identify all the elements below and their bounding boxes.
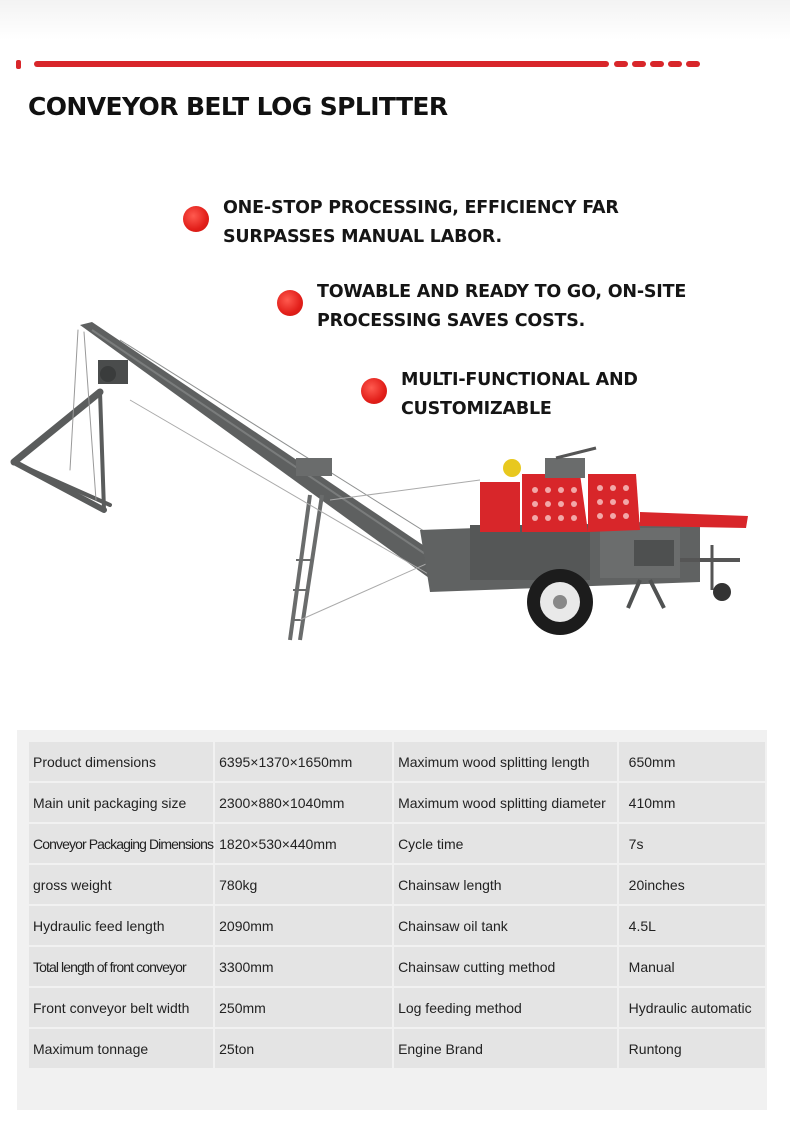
table-row bbox=[29, 742, 765, 781]
spec-value: 25ton bbox=[215, 1029, 392, 1068]
table-row bbox=[29, 865, 765, 904]
trailer-wheel bbox=[527, 569, 593, 635]
table-row bbox=[29, 824, 765, 863]
spec-value: 250mm bbox=[215, 988, 392, 1027]
spec-label: Front conveyor belt width bbox=[29, 988, 213, 1027]
spec-label: Maximum tonnage bbox=[29, 1029, 213, 1068]
spec-value: 3300mm bbox=[215, 947, 392, 986]
red-bullet-icon bbox=[277, 290, 303, 316]
feature-line: ONE-STOP PROCESSING, EFFICIENCY FAR bbox=[223, 198, 619, 218]
spec-value: 20inches bbox=[619, 865, 765, 904]
spec-value: Runtong bbox=[619, 1029, 765, 1068]
feature-line: MULTI-FUNCTIONAL AND bbox=[401, 370, 638, 390]
table-row bbox=[29, 988, 765, 1027]
outfeed-conveyor bbox=[640, 512, 748, 528]
spec-label: Maximum wood splitting diameter bbox=[394, 783, 617, 822]
spec-value: 4.5L bbox=[619, 906, 765, 945]
spec-value: 6395×1370×1650mm bbox=[215, 742, 392, 781]
feature-line: CUSTOMIZABLE bbox=[401, 399, 552, 419]
spec-value: 780kg bbox=[215, 865, 392, 904]
spec-value: 1820×530×440mm bbox=[215, 824, 392, 863]
feature-item bbox=[183, 194, 619, 252]
spec-value: 2090mm bbox=[215, 906, 392, 945]
spec-label: Chainsaw oil tank bbox=[394, 906, 617, 945]
conveyor-a-frame bbox=[14, 330, 110, 510]
spec-label: Maximum wood splitting length bbox=[394, 742, 617, 781]
table-row bbox=[29, 947, 765, 986]
spec-label: gross weight bbox=[29, 865, 213, 904]
feature-text bbox=[223, 194, 619, 252]
spec-label: Engine Brand bbox=[394, 1029, 617, 1068]
spec-value: Hydraulic automatic bbox=[619, 988, 765, 1027]
spec-value: 650mm bbox=[619, 742, 765, 781]
red-bullet-icon bbox=[183, 206, 209, 232]
conveyor-boom bbox=[80, 322, 470, 586]
feature-line: TOWABLE AND READY TO GO, ON-SITE bbox=[317, 282, 687, 302]
spec-label: Chainsaw length bbox=[394, 865, 617, 904]
red-divider bbox=[16, 58, 706, 70]
spec-label: Hydraulic feed length bbox=[29, 906, 213, 945]
table-row bbox=[29, 906, 765, 945]
spec-label: Log feeding method bbox=[394, 988, 617, 1027]
spec-label: Chainsaw cutting method bbox=[394, 947, 617, 986]
top-shade bbox=[0, 0, 790, 40]
spec-table-panel bbox=[17, 730, 767, 1110]
spec-table bbox=[27, 740, 767, 1070]
feature-line: SURPASSES MANUAL LABOR. bbox=[223, 227, 502, 247]
spec-value: 2300×880×1040mm bbox=[215, 783, 392, 822]
spec-label: Main unit packaging size bbox=[29, 783, 213, 822]
table-row bbox=[29, 783, 765, 822]
conveyor-legs bbox=[290, 495, 322, 640]
red-cutting-housing bbox=[480, 448, 640, 532]
spec-value: 410mm bbox=[619, 783, 765, 822]
spec-label: Product dimensions bbox=[29, 742, 213, 781]
spec-value: Manual bbox=[619, 947, 765, 986]
spec-label: Total length of front conveyor bbox=[29, 947, 213, 986]
feature-line: PROCESSING SAVES COSTS. bbox=[317, 311, 586, 331]
spec-value: 7s bbox=[619, 824, 765, 863]
page-title: CONVEYOR BELT LOG SPLITTER bbox=[28, 92, 448, 121]
spec-label: Cycle time bbox=[394, 824, 617, 863]
table-row bbox=[29, 1029, 765, 1068]
log-splitter-machine-image bbox=[0, 320, 790, 650]
spec-label: Conveyor Packaging Dimensions bbox=[29, 824, 213, 863]
